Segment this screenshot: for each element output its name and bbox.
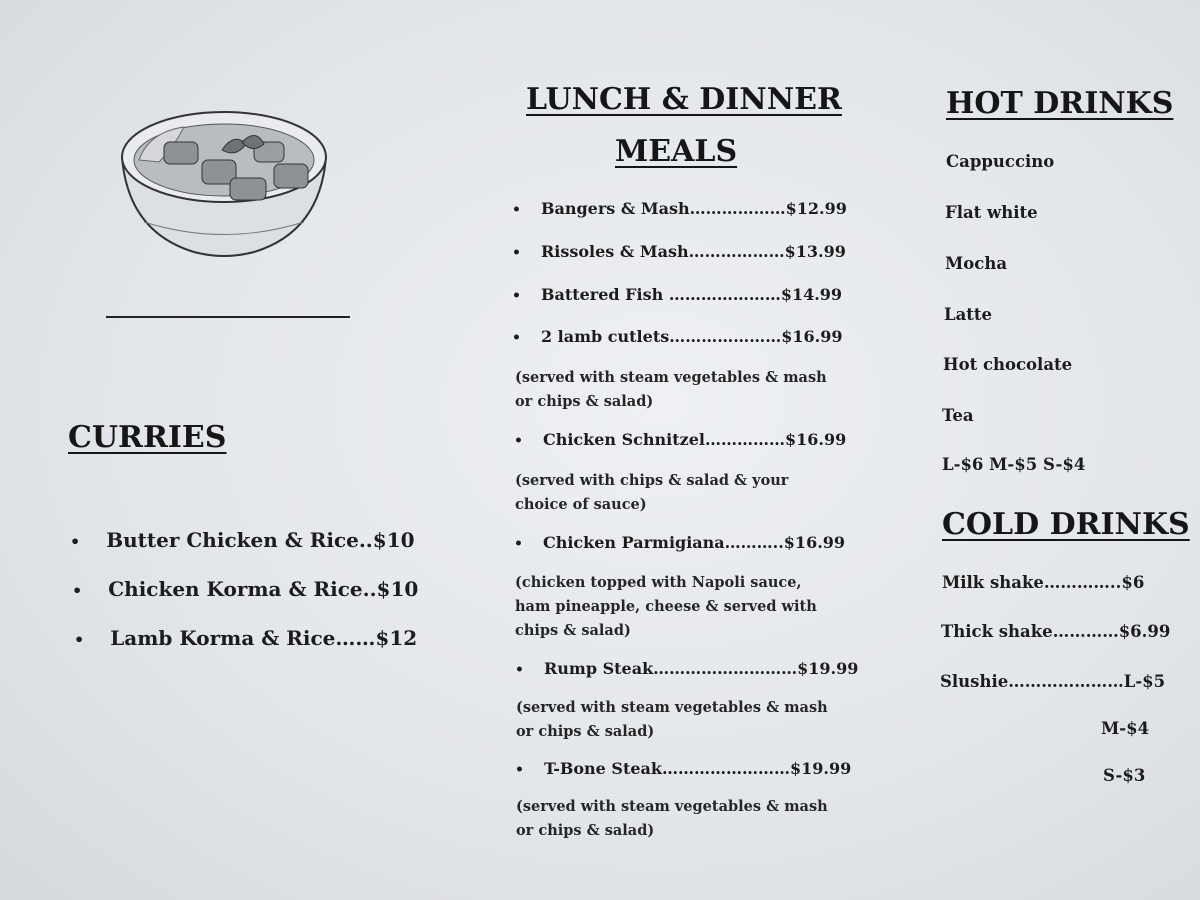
- bullet-icon: •: [512, 245, 521, 261]
- bullet-icon: •: [70, 532, 81, 551]
- meal-item: • Bangers & Mash………………$12.99: [512, 199, 847, 218]
- hot-drinks-heading: HOT DRINKS: [946, 86, 1174, 121]
- cold-drinks-heading: COLD DRINKS: [942, 507, 1190, 542]
- bullet-icon: •: [515, 662, 524, 678]
- curry-item: • Chicken Korma & Rice..$10: [72, 577, 419, 601]
- hot-drink-item: Hot chocolate: [943, 355, 1073, 374]
- divider-line: [106, 316, 350, 318]
- meal-item: • Chicken Schnitzel……………$16.99: [514, 430, 847, 449]
- slushie-small-price: S-$3: [1103, 766, 1146, 785]
- meal-item: • Rump Steak………………………$19.99: [515, 659, 859, 678]
- meal-note: (chicken topped with Napoli sauce, ham pineapple, cheese & served with chips & salad): [515, 574, 817, 639]
- lunch-dinner-heading: LUNCH & DINNER: [526, 82, 842, 117]
- slushie-medium-price: M-$4: [1101, 719, 1150, 738]
- meal-note: (served with steam vegetables & mash or chips & salad): [515, 369, 827, 410]
- bullet-icon: •: [514, 433, 523, 449]
- meal-item: • Chicken Parmigiana………..$16.99: [514, 533, 846, 552]
- meal-item: • Rissoles & Mash………………$13.99: [512, 242, 846, 261]
- bullet-icon: •: [514, 536, 523, 552]
- hot-drink-item: Tea: [942, 406, 974, 425]
- meal-note: (served with steam vegetables & mash or chips & salad): [516, 798, 828, 839]
- cold-drink-item: Thick shake…………$6.99: [941, 622, 1171, 641]
- bullet-icon: •: [515, 762, 524, 778]
- curry-bowl-illustration: [104, 72, 344, 272]
- hot-drink-item: Latte: [944, 305, 993, 324]
- bullet-icon: •: [512, 330, 521, 346]
- bullet-icon: •: [74, 630, 85, 649]
- bullet-icon: •: [72, 581, 83, 600]
- meals-heading: MEALS: [615, 134, 738, 169]
- cold-drink-item: Slushie…………………L-$5: [940, 672, 1166, 691]
- bullet-icon: •: [512, 288, 521, 304]
- curry-bowl-icon: [104, 72, 344, 272]
- curry-item: • Lamb Korma & Rice……$12: [74, 626, 418, 650]
- curries-heading: CURRIES: [68, 420, 227, 455]
- hot-drink-item: Mocha: [945, 254, 1008, 273]
- hot-drink-sizes: L-$6 M-$5 S-$4: [942, 455, 1086, 474]
- bullet-icon: •: [512, 202, 521, 218]
- meal-item: • T-Bone Steak……………………$19.99: [515, 759, 852, 778]
- cold-drink-item: Milk shake…………..$6: [942, 573, 1145, 592]
- curry-item: • Butter Chicken & Rice..$10: [70, 528, 415, 552]
- hot-drink-item: Flat white: [945, 203, 1038, 222]
- hot-drink-item: Cappuccino: [946, 152, 1055, 171]
- meal-note: (served with steam vegetables & mash or chips & salad): [516, 699, 828, 740]
- meal-item: • 2 lamb cutlets…………………$16.99: [512, 327, 843, 346]
- meal-note: (served with chips & salad & your choice of sauce): [515, 472, 789, 513]
- meal-item: • Battered Fish …………………$14.99: [512, 285, 843, 304]
